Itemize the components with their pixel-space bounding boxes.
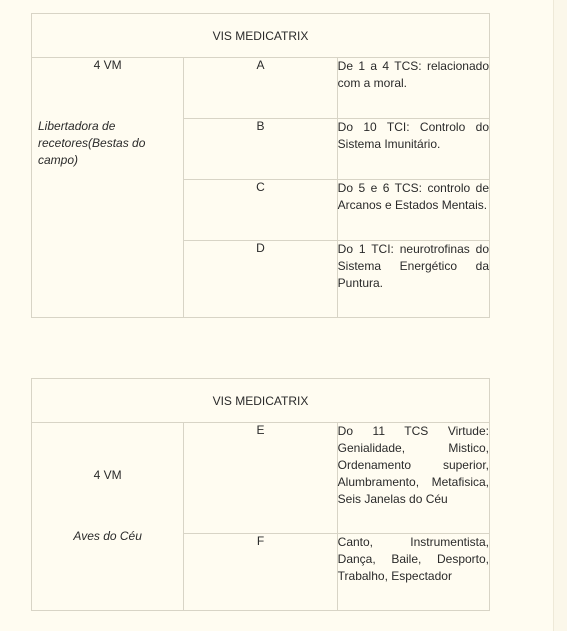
row-letter: B	[184, 119, 337, 180]
group-label: Aves do Céu	[73, 529, 142, 543]
vis-medicatrix-table-1	[31, 13, 490, 318]
vm-count-label: 4 VM	[93, 468, 122, 482]
left-group-cell	[32, 58, 184, 318]
table-title: VIS MEDICATRIX	[32, 379, 490, 423]
row-description: Do 10 TCI: Controlo do Sistema Imunitário.	[337, 119, 489, 180]
row-description: Do 11 TCS Virtude: Genialidade, Mistico, Ordenamento superior, Alumbramento, Metafisica, Seis Janelas do Céu	[337, 423, 489, 534]
group-label-italic: Libertadora de recetores	[38, 119, 116, 150]
row-description: Canto, Instrumentista, Dança, Baile, Desporto, Trabalho, Espectador	[337, 534, 489, 611]
left-group-cell	[32, 423, 184, 611]
vm-count-label: 4 VM	[93, 58, 122, 72]
group-label-paren: (Bestas do campo)	[38, 136, 146, 167]
group-label	[32, 118, 183, 169]
row-letter: D	[184, 241, 337, 318]
row-letter: E	[184, 423, 337, 534]
vis-medicatrix-table-2	[31, 378, 490, 611]
row-letter: A	[184, 58, 337, 119]
row-description: Do 1 TCI: neurotrofinas do Sistema Energético da Puntura.	[337, 241, 489, 318]
row-description: Do 5 e 6 TCS: controlo de Arcanos e Estados Mentais.	[337, 180, 489, 241]
right-scroll-margin	[553, 0, 567, 631]
row-letter: F	[184, 534, 337, 611]
table-title: VIS MEDICATRIX	[32, 14, 490, 58]
row-description: De 1 a 4 TCS: relacionado com a moral.	[337, 58, 489, 119]
row-letter: C	[184, 180, 337, 241]
